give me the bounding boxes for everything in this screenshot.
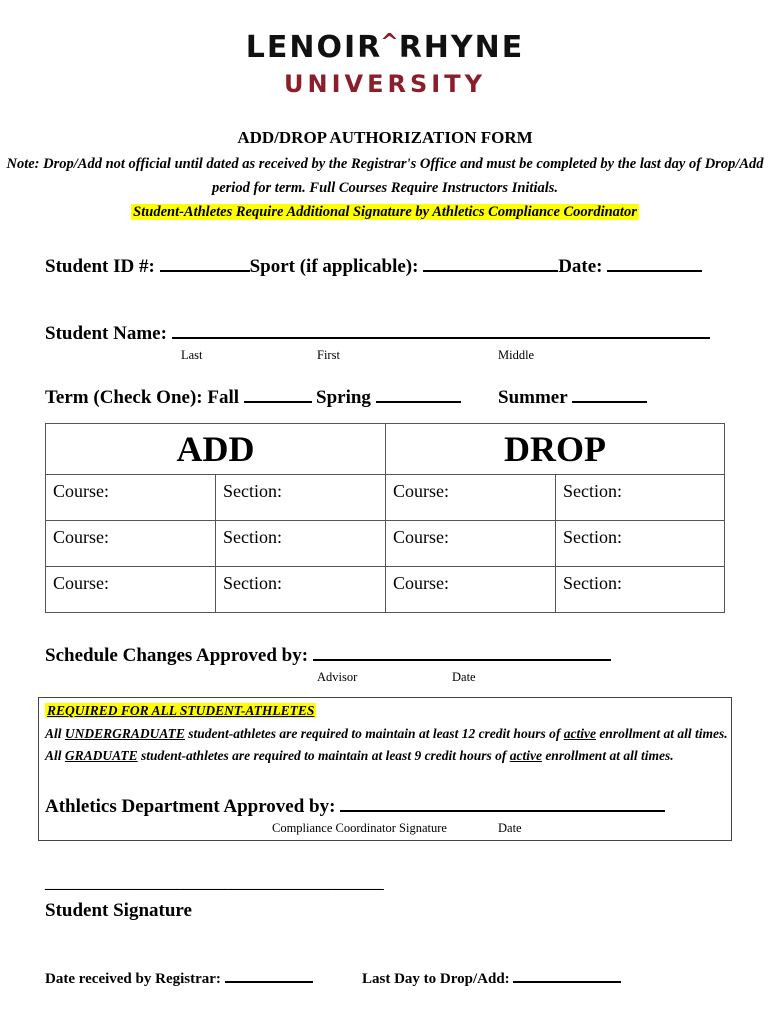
ug-word: UNDERGRADUATE [64,726,185,741]
last-day-field[interactable] [513,967,621,983]
required-athletes-heading [45,703,316,719]
compliance-signature-field[interactable] [340,796,665,812]
ug-active: active [563,726,596,741]
coordinator-caption: Compliance Coordinator Signature [272,821,447,835]
athletics-approval-label: Athletics Department Approved by: [45,796,336,817]
schedule-approval-label: Schedule Changes Approved by: [45,645,309,666]
add-section-cell[interactable]: Section: [216,475,386,521]
date-received-row [45,967,313,988]
drop-section-cell[interactable]: Section: [556,521,725,567]
add-course-cell[interactable]: Course: [46,521,216,567]
undergrad-rule [45,726,728,742]
ug-prefix: All [45,726,65,741]
advisor-signature-field[interactable] [313,645,611,661]
university-logo-line1 [0,30,770,65]
date-received-label: Date received by Registrar: [45,971,221,987]
drop-course-cell[interactable]: Course: [386,567,556,613]
summer-row [498,387,647,409]
note-line-1: Note: Drop/Add not official until dated as received by the Registrar's Office and must be completed by the last day of Drop/Add [6,156,764,172]
summer-checkbox-field[interactable] [572,387,647,403]
add-section-cell[interactable]: Section: [216,567,386,613]
sport-label: Sport (if applicable): [249,256,419,277]
spring-row [316,387,461,409]
spring-label: Spring [316,387,371,408]
athletics-approval-row [45,796,665,818]
student-signature-label: Student Signature [45,900,192,921]
student-name-field[interactable] [172,323,710,339]
student-id-row [45,256,702,278]
spring-checkbox-field[interactable] [376,387,461,403]
ug-mid: student-athletes are required to maintain at least 12 credit hours of [184,726,564,741]
fall-checkbox-field[interactable] [244,387,312,403]
add-course-cell[interactable]: Course: [46,567,216,613]
student-name-label: Student Name: [45,323,167,344]
gr-end: enrollment at all times. [541,748,674,763]
gr-word: GRADUATE [64,748,138,763]
gr-active: active [509,748,542,763]
student-id-label: Student ID #: [45,256,155,277]
table-row [46,521,725,567]
add-header: ADD [46,424,386,475]
note-line-3 [0,204,770,221]
grad-rule [45,748,674,764]
name-middle-caption: Middle [498,348,535,362]
chevron-mark-icon: ^ [380,30,401,55]
date-received-field[interactable] [225,967,313,983]
gr-mid: student-athletes are required to maintain at least 9 credit hours of [137,748,510,763]
add-course-cell[interactable]: Course: [46,475,216,521]
drop-section-cell[interactable]: Section: [556,567,725,613]
gr-prefix: All [45,748,65,763]
drop-course-cell[interactable]: Course: [386,521,556,567]
athlete-signature-note: Student-Athletes Require Additional Signature by Athletics Compliance Coordinator [133,204,637,220]
logo-rhyne: RHYNE [398,30,525,65]
date-label: Date: [558,256,603,277]
student-signature-line[interactable]: _________________________________________________ [45,876,384,892]
sport-field[interactable] [423,256,558,272]
note-line-2: period for term. Full Courses Require Instructors Initials. [211,180,559,196]
schedule-approval-row [45,645,611,667]
approval-date-caption: Date [452,670,476,684]
required-text: REQUIRED FOR ALL STUDENT-ATHLETES [47,703,315,718]
advisor-caption: Advisor [317,670,358,684]
term-fall-label: Term (Check One): Fall [45,387,240,408]
last-day-row [362,967,621,988]
student-id-field[interactable] [160,256,250,272]
table-row [46,475,725,521]
add-drop-table [45,423,725,613]
university-logo-line2: UNIVERSITY [284,70,486,98]
athletics-date-caption: Date [498,821,522,835]
drop-section-cell[interactable]: Section: [556,475,725,521]
last-day-label: Last Day to Drop/Add: [362,971,510,987]
date-field[interactable] [607,256,702,272]
table-row [46,567,725,613]
summer-label: Summer [498,387,568,408]
add-section-cell[interactable]: Section: [216,521,386,567]
term-row [45,387,312,409]
ug-end: enrollment at all times. [595,726,728,741]
student-name-row [45,323,710,345]
logo-lenoir: LENOIR [245,30,383,65]
name-last-caption: Last [181,348,203,362]
name-first-caption: First [317,348,340,362]
form-title: ADD/DROP AUTHORIZATION FORM [237,128,533,147]
drop-course-cell[interactable]: Course: [386,475,556,521]
drop-header: DROP [386,424,725,475]
